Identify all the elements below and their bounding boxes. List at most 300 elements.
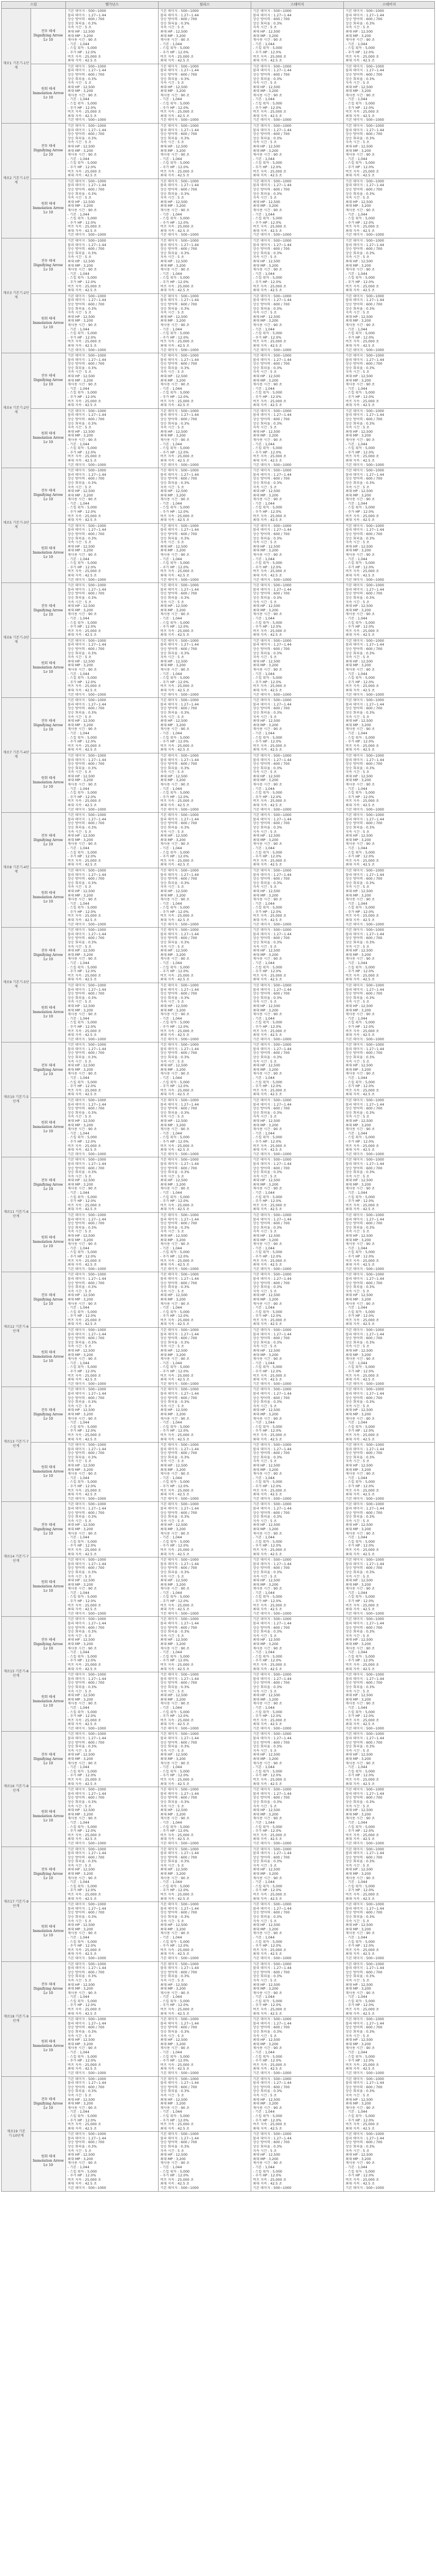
stat-line: 상승 방어력 : 600 / 700 [160,532,197,537]
stat-line: 최대 HP : 12,500 [346,1579,373,1583]
stat-cell [251,124,344,179]
stat-line: 지속 시간 : 5 초 [68,140,92,145]
stat-line: 기본 데미지 : 500~1000 [68,2186,106,2190]
stat-line: 지속 시간 : 5 초 [346,1749,370,1753]
stat-line: 상승 회피율 : 0.3% [253,192,282,196]
stat-line: 상승 회피율 : 0.3% [346,306,375,311]
stat-line: 기본 데미지 : 500~1000 [346,1443,384,1448]
stat-line: 버프 지속 : 25,000 초 [160,54,194,59]
stat-line: 물리 데미지 : 1.27~1.44 [253,413,292,418]
stat-line: 기본 데미지 : 500~1000 [68,1213,106,1218]
stat-line: 상승 회피율 : 0.3% [160,1974,190,1979]
stat-line: 상승 방어력 : 600 / 700 [253,992,290,996]
stat-line: 최대 MP : 3,200 [253,608,278,612]
stat-cell [159,1443,251,1502]
stat-line: 상승 회피율 : 0.3% [160,1860,190,1864]
stat-line: 상승 회피율 : 0.3% [253,481,282,485]
stat-line: 상승 회피율 : 0.3% [160,481,190,485]
group-cell: 재료16 기본기-8단계 [2,1732,31,1847]
stat-line: 기본 데미지 : 500~1000 [160,409,199,413]
stat-line: 상승 회피율 : 0.3% [68,826,97,830]
stat-line: 물리 데미지 : 1.27~1.44 [346,1162,384,1166]
stat-line: 기본 데미지 : 500~1000 [68,922,106,927]
stat-line: 상승 회피율 : 0.3% [160,1685,190,1689]
stat-line: 최대 지속 : 42.5 초 [68,1722,97,1727]
skill-name-line: Lv 10 [43,1761,53,1765]
stat-line: 기본 데미지 : 500~1000 [346,1496,384,1501]
stat-line: 지속 시간 : 5 초 [68,2093,92,2097]
stat-line: - 기본 : 1,044 [346,387,367,391]
table-row [2,1042,435,1098]
stat-line: 최대 HP : 12,500 [253,659,280,664]
stat-line: 지속 시간 : 5 초 [346,485,370,489]
stat-line: 지속 시간 : 5 초 [346,140,370,145]
stat-line: 물리 데미지 : 1.27~1.44 [253,243,292,247]
stat-line: 최대 HP : 12,500 [346,489,373,494]
table-row [2,1098,435,1157]
stat-line: 상승 방어력 : 600 / 700 [160,1336,197,1341]
stat-line: - 스킬 획득 : 5,000 [68,735,97,740]
stat-line: 물리 데미지 : 1.27~1.44 [346,1102,384,1107]
stat-line: - 추가 HP : 12.0% [68,450,96,455]
stat-line: 최대 MP : 3,200 [346,434,371,438]
stat-line: - 기본 : 1,044 [253,2166,275,2170]
stat-line: 최대 HP : 12,500 [68,200,95,204]
table-row [2,124,435,179]
table-row [2,698,435,753]
stat-line: 최대 HP : 12,500 [346,315,373,319]
skill-name-line: 원회 태세 [41,1121,56,1125]
stat-line: - 스킬 획득 : 5,000 [68,161,97,165]
stat-line: 버프 지속 : 25,000 초 [68,1373,101,1378]
stat-line: 상승 방어력 : 600 / 700 [253,1566,290,1571]
stat-line: 최대 지속 : 42.5 초 [68,2011,97,2016]
stat-line: - 스킬 획득 : 5,000 [68,1540,97,1544]
skill-name-line: Lv 10 [43,325,53,329]
stat-line: 기본 데미지 : 500~1000 [253,1496,292,1501]
stat-cell [66,2017,159,2076]
stat-line: 최대 HP : 12,500 [346,1523,373,1528]
stat-line: - 기본 : 1,044 [160,97,182,102]
stat-line: - 스킬 획득 : 5,000 [346,906,375,910]
stat-cell [159,1902,251,1961]
stat-line: 재사용 시간 : 90 초 [160,1702,190,1706]
stat-line: 기본 데미지 : 500~1000 [68,1382,106,1386]
stat-line: 최대 HP : 12,500 [68,1868,95,1872]
stat-line: 버프 지속 : 25,000 초 [346,1778,379,1782]
skill-name-line: Immolation Arrow [32,206,64,210]
stat-line: - 스킬 획득 : 5,000 [253,906,282,910]
table-row [2,868,435,927]
stat-line: - 스킬 획득 : 5,000 [68,1769,97,1774]
stat-line: 버프 지속 : 25,000 초 [346,1603,379,1608]
stat-cell [66,2076,159,2132]
stat-line: - 스킬 획득 : 5,000 [68,217,97,221]
stat-cell [251,928,344,983]
stat-cell [251,2132,344,2191]
stat-line: - 스킬 획득 : 5,000 [346,1595,375,1599]
stat-line: 기본 데미지 : 500~1000 [346,1158,384,1162]
skill-name-cell [31,1847,66,1902]
stat-line: 재사용 시간 : 90 초 [346,1472,375,1476]
stat-line: 버프 지속 : 25,000 초 [160,629,194,633]
skill-name-line: Immolation Arrow [32,551,64,555]
stat-line: 최대 MP : 3,200 [253,1812,278,1817]
stat-line: 최대 HP : 12,500 [160,145,187,149]
stat-line: 물리 데미지 : 1.27~1.44 [346,69,384,73]
stat-line: 기본 데미지 : 500~1000 [160,1788,199,1792]
stat-line: - 스킬 획득 : 5,000 [253,217,282,221]
stat-line: 지속 시간 : 5 초 [253,1978,277,1983]
stat-line: - 스킬 획득 : 5,000 [253,1540,282,1544]
stat-line: 최대 HP : 12,500 [160,1923,187,1928]
stat-line: 지속 시간 : 5 초 [160,2149,184,2153]
stat-line: 기본 데미지 : 500~1000 [160,1382,199,1386]
stat-line: 최대 지속 : 42.5 초 [253,1552,282,1556]
stat-line: 상승 방어력 : 600 / 700 [68,707,105,711]
stat-line: 최대 지속 : 42.5 초 [68,1952,97,1956]
stat-line: 상승 회피율 : 0.3% [68,1860,97,1864]
table-row [2,468,435,524]
stat-line: - 추가 HP : 12.0% [253,1199,282,1204]
stat-line: 재사용 시간 : 90 초 [160,898,190,902]
stat-line: - 스킬 획득 : 5,000 [253,1999,282,2003]
stat-line: - 스킬 획득 : 5,000 [346,1136,375,1140]
stat-line: 지속 시간 : 5 초 [68,485,92,489]
stat-line: 버프 지속 : 25,000 초 [160,684,194,689]
stat-line: 기본 데미지 : 500~1000 [253,2132,292,2137]
stat-line: - 스킬 획득 : 5,000 [160,102,190,106]
stat-line: 최대 MP : 3,200 [346,1812,371,1817]
skill-name-line: Lv 10 [43,1646,53,1651]
stat-line: 버프 지속 : 25,000 초 [346,455,379,459]
stat-line: 최대 지속 : 42.5 초 [253,1322,282,1327]
stat-line: 버프 지속 : 25,000 초 [160,1488,194,1493]
stat-line: 상승 회피율 : 0.3% [160,251,190,255]
stat-line: 물리 데미지 : 1.27~1.44 [68,2081,106,2086]
stat-line: 최대 HP : 12,500 [160,774,187,778]
stat-cell [66,408,159,468]
stat-line: 상승 방어력 : 600 / 700 [346,647,383,652]
stat-line: 기본 데미지 : 500~1000 [346,1043,384,1047]
skill-name-line: Lv 10 [43,95,53,100]
stat-line: 최대 HP : 12,500 [253,949,280,953]
stat-line: 재사용 시간 : 90 초 [160,1876,190,1880]
stat-line: 상승 방어력 : 600 / 700 [68,1626,105,1630]
stat-line: 최대 MP : 3,200 [253,953,278,957]
skill-name-line: Dignifying Arrow [33,1757,63,1761]
skill-name-line: 전투 태세 [41,2097,56,2101]
stat-line: 버프 지속 : 25,000 초 [160,569,194,574]
stat-line: - 기본 : 1,044 [346,42,367,46]
stat-line: 상승 회피율 : 0.3% [160,1570,190,1574]
stat-line: - 기본 : 1,044 [346,846,367,850]
stat-line: 기본 데미지 : 500~1000 [346,1213,384,1218]
stat-line: 상승 방어력 : 600 / 700 [346,72,383,77]
stat-line: - 추가 HP : 12.0% [346,1599,374,1604]
stat-line: - 스킬 획득 : 5,000 [253,391,282,395]
stat-line: 최대 지속 : 42.5 초 [253,59,282,63]
stat-cell [344,1557,435,1617]
stat-line: 지속 시간 : 5 초 [253,1000,277,1004]
stat-line: 지속 시간 : 5 초 [346,370,370,375]
stat-line: - 기본 : 1,044 [68,1706,89,1710]
stat-line: 물리 데미지 : 1.27~1.44 [253,758,292,762]
stat-line: 물리 데미지 : 1.27~1.44 [160,1507,199,1511]
stat-line: - 기본 : 1,044 [68,1131,89,1136]
stat-cell [251,1617,344,1672]
stat-line: 최대 MP : 3,200 [68,434,93,438]
stat-line: 물리 데미지 : 1.27~1.44 [160,413,199,418]
group-cell: 재료2 기본기-1단계 [2,124,31,238]
stat-line: 상승 방어력 : 600 / 700 [253,1336,290,1341]
stat-line: 기본 데미지 : 500~1000 [160,983,199,988]
stat-line: 버프 지속 : 25,000 초 [160,455,194,459]
stat-line: - 추가 HP : 12.0% [68,1314,96,1318]
stat-line: 지속 시간 : 5 초 [346,944,370,949]
stat-line: 기본 데미지 : 500~1000 [346,2071,384,2075]
stat-line: 물리 데미지 : 1.27~1.44 [346,2081,384,2086]
stat-line: 지속 시간 : 5 초 [253,255,277,260]
stat-line: 재사용 시간 : 90 초 [68,1931,97,1936]
stat-line: 물리 데미지 : 1.27~1.44 [68,1507,106,1511]
stat-line: 버프 지속 : 25,000 초 [346,2063,379,2067]
stat-line: 재사용 시간 : 90 초 [253,1991,282,1995]
stat-line: 최대 MP : 3,200 [68,1182,93,1187]
stat-line: 버프 지속 : 25,000 초 [160,284,194,289]
stat-line: - 스킬 획득 : 5,000 [253,1595,282,1599]
stat-cell [66,1443,159,1502]
stat-line: - 기본 : 1,044 [253,272,275,276]
stat-line: 재사용 시간 : 90 초 [346,1761,375,1765]
stat-line: 지속 시간 : 5 초 [160,830,184,834]
stat-line: 기본 데미지 : 500~1000 [68,584,106,588]
stat-line: 기본 데미지 : 500~1000 [160,239,199,243]
stat-line: 물리 데미지 : 1.27~1.44 [160,702,199,707]
stat-cell [251,1902,344,1961]
stat-line: - 기본 : 1,044 [68,846,89,850]
stat-line: 최대 지속 : 42.5 초 [253,1207,282,1212]
group-cell: 재료10 기본기-5단계 [2,1042,31,1157]
stat-cell [159,1672,251,1732]
stat-line: 버프 지속 : 25,000 초 [346,2008,379,2012]
skill-name-line: Lv 10 [43,1359,53,1364]
stat-line: - 기본 : 1,044 [346,1765,367,1770]
stat-line: 물리 데미지 : 1.27~1.44 [346,2136,384,2140]
stat-line: 상승 방어력 : 600 / 700 [346,1681,383,1685]
stat-line: 지속 시간 : 5 초 [68,81,92,85]
stat-line: 상승 방어력 : 600 / 700 [160,1166,197,1170]
stat-cell [344,64,435,123]
stat-line: - 추가 HP : 12.0% [253,2174,282,2178]
stat-line: 상승 회피율 : 0.3% [346,1860,375,1864]
stat-line: 기본 데미지 : 500~1000 [160,64,199,69]
stat-line: 버프 지속 : 25,000 초 [346,799,379,804]
stat-line: 최대 HP : 12,500 [68,260,95,264]
skill-name-cell [31,293,66,353]
skill-name-line: 전투 태세 [41,1637,56,1642]
stat-line: 물리 데미지 : 1.27~1.44 [68,243,106,247]
stat-line: 최대 지속 : 42.5 초 [68,1378,97,1382]
stat-line: 버프 지속 : 25,000 초 [160,169,194,174]
stat-line: 재사용 시간 : 90 초 [68,1072,97,1076]
stat-line: 버프 지속 : 25,000 초 [68,1488,101,1493]
stat-line: - 스킬 획득 : 5,000 [346,332,375,336]
stat-line: - 스킬 획득 : 5,000 [346,735,375,740]
stat-line: 상승 방어력 : 600 / 700 [68,1681,105,1685]
stat-line: 지속 시간 : 5 초 [346,1804,370,1808]
stat-line: - 추가 HP : 12.0% [160,1370,189,1373]
stat-line: 상승 회피율 : 0.3% [253,1056,282,1060]
stat-line: 최대 지속 : 42.5 초 [68,229,97,233]
stat-line: 재사용 시간 : 90 초 [68,498,97,502]
stat-line: 물리 데미지 : 1.27~1.44 [160,1047,199,1051]
skill-name-cell [31,2132,66,2191]
stat-line: 지속 시간 : 5 초 [253,1230,277,1234]
stat-line: 상승 회피율 : 0.3% [68,251,97,255]
stat-line: 상승 회피율 : 0.3% [68,1974,97,1979]
stat-line: 지속 시간 : 5 초 [346,2149,370,2153]
stat-line: 최대 지속 : 42.5 초 [160,2182,190,2186]
stat-line: 물리 데미지 : 1.27~1.44 [68,69,106,73]
stat-line: 최대 MP : 3,200 [253,664,278,668]
stat-line: 최대 지속 : 42.5 초 [68,1782,97,1786]
stat-line: 최대 HP : 12,500 [160,949,187,953]
stat-line: 최대 HP : 12,500 [160,1753,187,1757]
stat-line: 최대 지속 : 42.5 초 [160,1722,190,1727]
stat-line: 최대 HP : 12,500 [160,1293,187,1298]
stat-line: 지속 시간 : 5 초 [253,1459,277,1464]
stat-line: 최대 HP : 12,500 [346,430,373,434]
stat-line: - 추가 HP : 12.0% [253,1084,282,1089]
skill-comparison-table [1,1,435,2192]
stat-line: 버프 지속 : 25,000 초 [346,1144,379,1148]
stat-line: 재사용 시간 : 90 초 [253,1302,282,1306]
stat-line: 물리 데미지 : 1.27~1.44 [346,1737,384,1741]
stat-line: - 스킬 획득 : 5,000 [253,1769,282,1774]
stat-line: - 스킬 획득 : 5,000 [253,1195,282,1199]
stat-line: 기본 데미지 : 500~1000 [68,807,106,812]
stat-line: 버프 지속 : 25,000 초 [160,1433,194,1437]
stat-line: 최대 HP : 12,500 [346,1638,373,1642]
stat-line: 최대 지속 : 42.5 초 [346,863,375,867]
stat-line: 지속 시간 : 5 초 [346,1115,370,1119]
stat-line: 재사용 시간 : 90 초 [253,438,282,442]
stat-line: 기본 데미지 : 500~1000 [253,1388,292,1392]
stat-line: 버프 지속 : 25,000 초 [346,1833,379,1837]
stat-line: 물리 데미지 : 1.27~1.44 [68,988,106,992]
stat-line: - 기본 : 1,044 [68,1880,89,1885]
stat-line: 재사용 시간 : 90 초 [346,1302,375,1306]
stat-line: - 추가 HP : 12.0% [160,1084,189,1089]
stat-line: 최대 HP : 12,500 [68,1349,95,1353]
stat-line: 재사용 시간 : 90 초 [68,1416,97,1421]
stat-line: 상승 회피율 : 0.3% [68,2030,97,2034]
stat-line: 기본 데미지 : 500~1000 [160,698,199,703]
stat-line: 물리 데미지 : 1.27~1.44 [160,873,199,877]
stat-line: - 추가 HP : 12.0% [253,1714,282,1719]
stat-line: - 스킬 획득 : 5,000 [160,1884,190,1888]
stat-line: - 추가 HP : 12.0% [253,1599,282,1604]
stat-line: 기본 데미지 : 500~1000 [346,1388,384,1392]
stat-line: - 추가 HP : 12.0% [68,1199,96,1204]
stat-line: 상승 방어력 : 600 / 700 [253,1740,290,1745]
stat-line: 물리 데미지 : 1.27~1.44 [346,1391,384,1396]
stat-line: 상승 회피율 : 0.3% [346,366,375,370]
stat-line: 상승 방어력 : 600 / 700 [253,187,290,192]
stat-line: - 추가 HP : 12.0% [253,1139,282,1144]
stat-line: 최대 MP : 3,200 [253,1238,278,1242]
stat-line: - 추가 HP : 12.0% [346,2174,374,2178]
stat-line: - 추가 HP : 12.0% [68,740,96,744]
stat-line: 재사용 시간 : 90 초 [160,668,190,672]
stat-line: 최대 HP : 12,500 [160,1408,187,1413]
stat-line: 최대 HP : 12,500 [68,1119,95,1123]
stat-line: 최대 HP : 12,500 [253,774,280,778]
stat-line: - 추가 HP : 12.0% [68,1829,96,1833]
stat-line: 최대 MP : 3,200 [160,549,186,553]
stat-line: 버프 지속 : 25,000 초 [346,1718,379,1722]
stat-line: 기본 데미지 : 500~1000 [346,64,384,69]
stat-line: 버프 지속 : 25,000 초 [253,1029,287,1033]
stat-line: 물리 데미지 : 1.27~1.44 [68,1966,106,1971]
stat-line: 기본 데미지 : 500~1000 [160,1903,199,1907]
stat-line: - 추가 HP : 12.0% [346,1829,374,1833]
stat-line: 물리 데미지 : 1.27~1.44 [346,702,384,707]
stat-line: 최대 MP : 3,200 [68,1872,93,1876]
stat-line: 지속 시간 : 5 초 [253,541,277,545]
stat-line: 최대 HP : 12,500 [346,719,373,723]
stat-line: 기본 데미지 : 500~1000 [346,1788,384,1792]
stat-line: 물리 데미지 : 1.27~1.44 [68,13,106,17]
stat-line: 상승 방어력 : 600 / 700 [68,936,105,941]
stat-line: - 기본 : 1,044 [160,557,182,561]
stat-line: 물리 데미지 : 1.27~1.44 [346,758,384,762]
stat-line: - 추가 HP : 12.0% [68,1944,96,1948]
stat-line: 버프 지속 : 25,000 초 [68,569,101,574]
stat-line: 최대 지속 : 42.5 초 [253,2067,282,2071]
stat-line: 상승 회피율 : 0.3% [346,1630,375,1634]
skill-name-line: Dignifying Arrow [33,723,63,727]
stat-line: 최대 HP : 12,500 [346,85,373,89]
stat-line: 기본 데미지 : 500~1000 [346,2077,384,2081]
stat-line: 최대 지속 : 42.5 초 [68,2126,97,2131]
skill-name-line: Dignifying Arrow [33,2101,63,2106]
stat-line: - 스킬 획득 : 5,000 [346,1310,375,1314]
stat-line: - 스킬 획득 : 5,000 [160,735,190,740]
stat-line: - 추가 HP : 12.0% [346,2059,374,2063]
stat-line: 지속 시간 : 5 초 [68,1174,92,1179]
stat-line: 기본 데미지 : 500~1000 [346,2186,384,2190]
stat-line: - 기본 : 1,044 [68,97,89,102]
stat-line: 지속 시간 : 5 초 [160,1459,184,1464]
stat-cell [344,583,435,639]
stat-cell [344,9,435,64]
stat-line: 물리 데미지 : 1.27~1.44 [160,2136,199,2140]
skill-name-line: Immolation Arrow [32,436,64,440]
stat-line: 기본 데미지 : 500~1000 [160,753,199,758]
stat-cell [344,868,435,927]
stat-line: 기본 데미지 : 500~1000 [253,1099,292,1102]
stat-line: 상승 회피율 : 0.3% [346,251,375,255]
skill-name-line: 원회 태세 [41,1810,56,1814]
stat-line: - 기본 : 1,044 [160,1246,182,1250]
stat-line: - 기본 : 1,044 [68,1476,89,1480]
table-row [2,1328,435,1387]
stat-line: 재사용 시간 : 90 초 [160,1357,190,1361]
stat-line: 버프 지속 : 25,000 초 [160,1203,194,1207]
stat-line: 상승 회피율 : 0.3% [160,2030,190,2034]
